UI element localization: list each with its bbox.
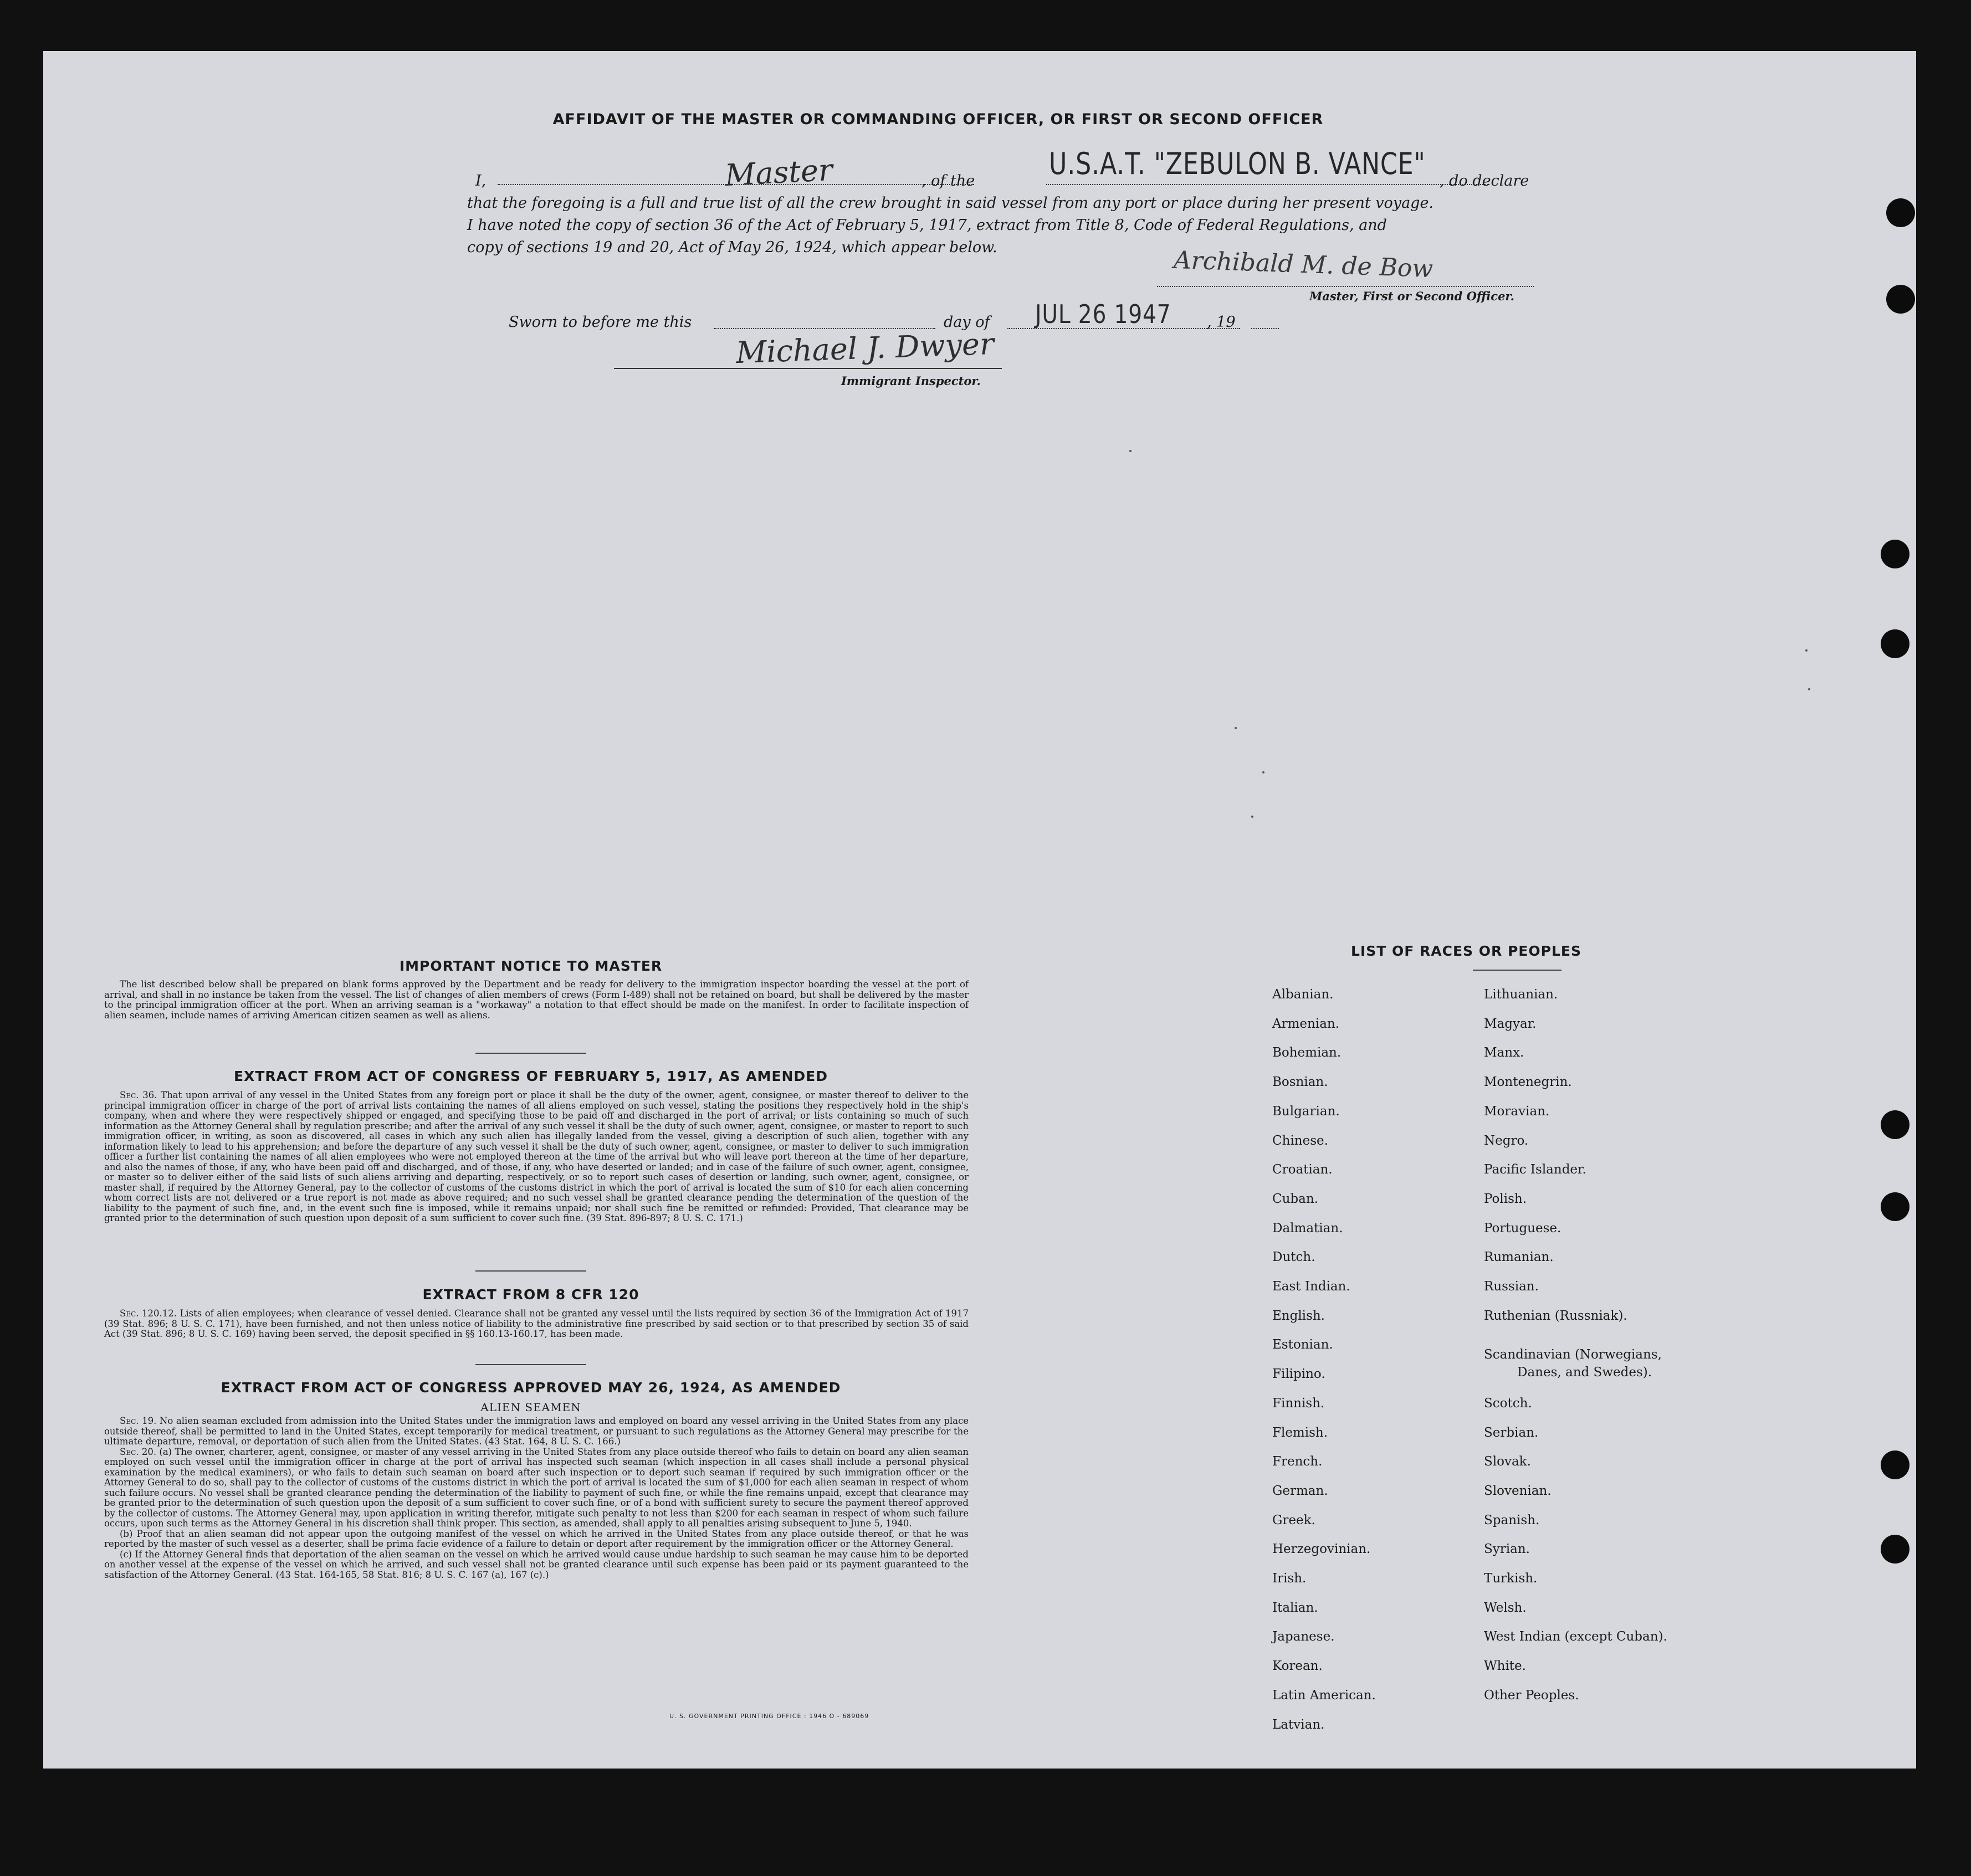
divider-1 [475, 1053, 586, 1054]
document-page [43, 51, 1916, 1769]
race-left-item: Korean. [1272, 1659, 1323, 1674]
race-right-item: Montenegrin. [1484, 1075, 1572, 1090]
sworn-date-stamp: JUL 26 1947 [1035, 299, 1171, 329]
punch-hole-6 [1881, 1192, 1909, 1221]
race-left-item: Albanian. [1272, 987, 1334, 1002]
punch-hole-2 [1886, 285, 1915, 314]
race-left-item: Bosnian. [1272, 1075, 1328, 1090]
notice-body [104, 980, 969, 1021]
race-right-item: White. [1484, 1659, 1526, 1674]
extract-1917-body [104, 1090, 969, 1224]
declaration-prefix: I, [475, 172, 487, 189]
race-left-item: Chinese. [1272, 1133, 1328, 1148]
race-right-item: Scotch. [1484, 1396, 1532, 1411]
race-right-item: Slovenian. [1484, 1483, 1552, 1498]
race-left-item: Irish. [1272, 1571, 1307, 1586]
notice-title: IMPORTANT NOTICE TO MASTER [399, 958, 663, 974]
race-right-item: Slovak. [1484, 1454, 1531, 1469]
extract-1924-body [104, 1416, 969, 1580]
inspector-signature: Michael J. Dwyer [735, 326, 995, 371]
race-left-item: Estonian. [1272, 1337, 1333, 1352]
race-left-item: Cuban. [1272, 1191, 1318, 1206]
race-left-item: Japanese. [1272, 1629, 1335, 1644]
race-right-item: Serbian. [1484, 1425, 1539, 1440]
sworn-day-of: day of [944, 314, 990, 331]
race-right-item: Polish. [1484, 1191, 1527, 1206]
of-the-text: , of the [921, 172, 975, 189]
race-left-item: German. [1272, 1483, 1328, 1498]
master-signature: Archibald M. de Bow [1173, 245, 1434, 284]
master-caption: Master, First or Second Officer. [1309, 289, 1514, 303]
declaration-line-4: copy of sections 19 and 20, Act of May 26, 1924, which appear below. [467, 239, 997, 256]
race-left-item: Dutch. [1272, 1250, 1315, 1265]
race-left-item: Finnish. [1272, 1396, 1325, 1411]
race-right-item: Negro. [1484, 1133, 1529, 1148]
master-signature-line [1157, 286, 1534, 287]
race-left-item: Latvian. [1272, 1717, 1325, 1732]
punch-hole-7 [1881, 1450, 1909, 1479]
vessel-name-stamp: U.S.A.T. "ZEBULON B. VANCE" [1049, 146, 1426, 181]
extract-cfr-sec-label: Sec. 120.12. [120, 1308, 177, 1319]
declaration-line-3: I have noted the copy of section 36 of the Act of February 5, 1917, extract from Title 8, Code of Federal Regulations, and [467, 217, 1387, 234]
race-right-item: West Indian (except Cuban). [1484, 1629, 1667, 1644]
race-left-item: Bulgarian. [1272, 1104, 1340, 1119]
extract-1924-subtitle: ALIEN SEAMEN [480, 1401, 581, 1414]
race-left-item: English. [1272, 1308, 1325, 1323]
race-left-item: East Indian. [1272, 1279, 1350, 1294]
race-right-item: Portuguese. [1484, 1221, 1562, 1236]
race-left-item: Italian. [1272, 1600, 1318, 1615]
printer-line: U. S. GOVERNMENT PRINTING OFFICE : 1946 O - 689069 [669, 1713, 869, 1720]
race-left-item: Dalmatian. [1272, 1221, 1343, 1236]
sec20-label: Sec. 20. [120, 1446, 157, 1457]
race-right-item: Pacific Islander. [1484, 1162, 1586, 1177]
punch-hole-5 [1881, 1110, 1909, 1139]
extract-1917-text: That upon arrival of any vessel in the United States from any foreign port or place it shall be the duty of the owner, agent, consignee, or master thereof to deliver to the principal immigration officer in charge of the port of arrival lists containing the names of all aliens employed on such vessel, stating the positions they respectively hold in the ship's company, when and where they were respectively shipped or engaged, and specifying those to be paid off and discharged in the port of arrival; or lists containing so much of such information as the Attorney General shall by regulation prescribe; and after the arrival of any such vessel it shall be the duty of such owner, agent, consignee, or master to report to such immigration officer, in writing, as soon as discovered, all cases in which any such alien has illegally landed from the vessel, giving a description of such alien, together with any information likely to lead to his apprehension; and before the departure of any such vessel it shall be the duty of such owner, agent, consignee, or master to deliver to such immigration officer a further list containing the names of all alien employees who were not employed thereon at the time of the arrival but who will leave port thereon at the time of her departure, and also the names of those, if any, who have been paid off and discharged, and of those, if any, who have deserted or landed; and in case of the failure of such owner, agent, consignee, or master so to deliver either of the said lists of such aliens arriving and departing, respectively, or so to report such cases of desertion or landing, such owner, agent, consignee, or master shall, if required by the Attorney General, pay to the collector of customs of the customs district in which the port of arrival is located the sum of $10 for each alien concerning whom correct lists are not delivered or a true report is not made as above required; and no such vessel shall be granted clearance pending the determination of the question of the liability to the payment of such fine, and, in the event such fine is imposed, while it remains unpaid; nor shall such fine be remitted or refunded: Provided, That clearance may be granted prior to the determination of such question upon deposit of a sum sufficient to cover such fine. (39 Stat. 896-897; 8 U. S. C. 171.) [104, 1090, 969, 1223]
sec20c-text: (c) If the Attorney General finds that deportation of the alien seaman on the vessel on which he arrived would cause undue hardship to such seaman he may cause him to be deported on another vessel at the expense of the vessel on which he arrived, and such vessel shall not be granted clearance until such expense has been paid or its payment guaranteed to the satisfaction of the Attorney General. (43 Stat. 164-165, 58 Stat. 816; 8 U. S. C. 167 (a), 167 (c).) [104, 1549, 969, 1580]
inspector-caption: Immigrant Inspector. [841, 374, 981, 388]
race-right-item: Rumanian. [1484, 1250, 1554, 1265]
punch-hole-3 [1881, 540, 1909, 568]
race-left-item: Herzegovinian. [1272, 1542, 1371, 1557]
handwritten-master-name: Master [724, 152, 834, 193]
races-title: LIST OF RACES OR PEOPLES [1351, 943, 1581, 959]
affidavit-title: AFFIDAVIT OF THE MASTER OR COMMANDING OFFICER, OR FIRST OR SECOND OFFICER [552, 111, 1324, 128]
race-right-item: Turkish. [1484, 1571, 1538, 1586]
vessel-blank-line [1046, 184, 1489, 185]
punch-hole-4 [1881, 629, 1909, 658]
sec19-label: Sec. 19. [120, 1416, 157, 1426]
race-right-item: Russian. [1484, 1279, 1539, 1294]
race-right-item: Lithuanian. [1484, 987, 1558, 1002]
sworn-year-prefix: , 19 [1207, 314, 1236, 331]
extract-1917-sec-label: Sec. 36. [120, 1090, 157, 1100]
race-left-item: French. [1272, 1454, 1323, 1469]
sec20a-text: (a) The owner, charterer, agent, consignee, or master of any vessel arriving in the United States from any place outside thereof who fails to detain on board any alien seaman employed on such vessel until the immigration officer in charge at the port of arrival has inspected such seaman (which inspection in all cases shall include a personal physical examination by the medical examiners), or who fails to detain such seaman on board after such inspection or to deport such seaman if required by such immigration officer or the Attorney General to do so, shall pay to the collector of customs of the customs district in which the port of arrival is located the sum of $1,000 for each alien seaman in respect of whom such failure occurs. No vessel shall be granted clearance pending the determination of the liability to payment of such fine, or while the fine remains unpaid, except that clearance may be granted prior to the determination of such question upon the deposit of a sum sufficient to cover such fine, or of a bond with sufficient surety to secure the payment thereof approved by the collector of customs. The Attorney General may, upon application in writing therefor, mitigate such penalty to not less than $200 for each seaman in respect of whom such failure occurs, upon such terms as the Attorney General in his discretion shall think proper. This section, as amended, shall apply to all penalties arising subsequent to June 5, 1940. [104, 1446, 969, 1529]
race-right-item: Ruthenian (Russniak). [1484, 1308, 1627, 1323]
race-left-item: Greek. [1272, 1513, 1315, 1528]
sec19-text: No alien seaman excluded from admission into the United States under the immigration laws and employed on board any vessel arriving in the United States from any place outside thereof, shall be permitted to land in the United States, except temporarily for medical treatment, or pursuant to such regulations as the Attorney General may prescribe for the ultimate departure, removal, or deportation of such alien from the United States. (43 Stat. 164, 8 U. S. C. 166.) [104, 1416, 969, 1447]
sec20b-text: (b) Proof that an alien seaman did not appear upon the outgoing manifest of the vessel on which he arrived in the United States from any place outside thereof, or that he was reported by the master of such vessel as a deserter, shall be prima facie evidence of a failure to detain or deport after requirement by the immigration officer or the Attorney General. [104, 1528, 969, 1549]
race-right-item: Manx. [1484, 1045, 1524, 1060]
race-left-item: Armenian. [1272, 1016, 1340, 1031]
divider-3 [475, 1364, 586, 1365]
race-right-item: Moravian. [1484, 1104, 1550, 1119]
notice-text: The list described below shall be prepared on blank forms approved by the Department and be ready for delivery to the immigration inspector boarding the vessel at the port of arrival, and shall in no instance be taken from the vessel. The list of changes of alien members of crews (Form I-489) shall not be retained on board, but shall be delivered by the master to the principal immigration officer at the port. When an arriving seaman is a "workaway" a notation to that effect should be made on the manifest. In order to facilitate inspection of alien seamen, include names of arriving American citizen seamen as well as aliens. [104, 979, 969, 1021]
do-declare-text: , do declare [1440, 172, 1529, 189]
extract-cfr-text: Lists of alien employees; when clearance of vessel denied. Clearance shall not be granted any vessel until the lists required by section 36 of the Immigration Act of 1917 (39 Stat. 896; 8 U. S. C. 171), have been furnished, and not then unless notice of liability to the administrative fine prescribed by said section or to that prescribed by section 35 of said Act (39 Stat. 896; 8 U. S. C. 169) having been served, the deposit specified in §§ 160.13-160.17, has been made. [104, 1308, 969, 1339]
race-left-item: Latin American. [1272, 1688, 1376, 1703]
inspector-signature-line [614, 368, 1002, 369]
declaration-line-2: that the foregoing is a full and true list of all the crew brought in said vessel from any port or place during her present voyage. [467, 194, 1434, 212]
sworn-prefix: Sworn to before me this [509, 314, 692, 331]
race-left-item: Bohemian. [1272, 1045, 1342, 1060]
race-right-item: Danes, and Swedes). [1517, 1365, 1652, 1380]
extract-1924-title: EXTRACT FROM ACT OF CONGRESS APPROVED MAY 26, 1924, AS AMENDED [221, 1380, 841, 1396]
race-right-item: Syrian. [1484, 1542, 1530, 1557]
race-left-item: Filipino. [1272, 1367, 1325, 1382]
races-title-rule [1473, 970, 1562, 971]
race-right-item: Welsh. [1484, 1600, 1527, 1615]
sworn-year-line [1251, 328, 1279, 329]
divider-2 [475, 1270, 586, 1272]
punch-hole-1 [1886, 198, 1915, 227]
race-left-item: Flemish. [1272, 1425, 1328, 1440]
race-right-item: Magyar. [1484, 1016, 1537, 1031]
extract-cfr-title: EXTRACT FROM 8 CFR 120 [422, 1286, 639, 1303]
race-right-item: Scandinavian (Norwegians, [1484, 1347, 1662, 1362]
punch-hole-8 [1881, 1535, 1909, 1564]
extract-cfr-body [104, 1309, 969, 1340]
race-right-item: Spanish. [1484, 1513, 1540, 1528]
extract-1917-title: EXTRACT FROM ACT OF CONGRESS OF FEBRUARY 5, 1917, AS AMENDED [233, 1068, 828, 1084]
race-right-item: Other Peoples. [1484, 1688, 1579, 1703]
race-left-item: Croatian. [1272, 1162, 1333, 1177]
